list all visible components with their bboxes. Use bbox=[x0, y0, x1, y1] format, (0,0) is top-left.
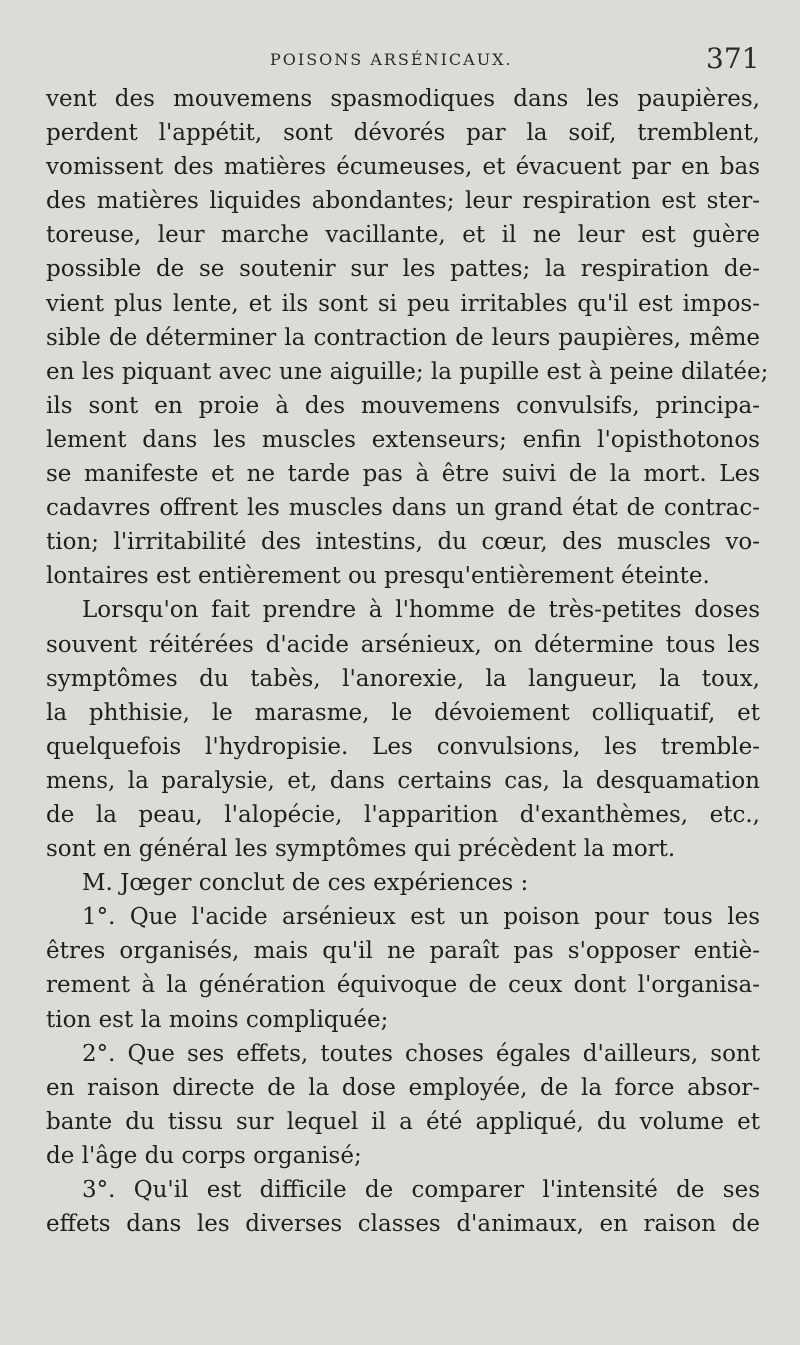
text-line: toreuse, leur marche vacillante, et il ne leur est guère bbox=[46, 222, 760, 249]
text-line: vomissent des matières écumeuses, et évacuent par en bas bbox=[46, 154, 760, 181]
text-line: de l'âge du corps organisé; bbox=[46, 1142, 362, 1169]
text-line: des matières liquides abondantes; leur respiration est ster- bbox=[46, 188, 760, 215]
text-line: 1°. Que l'acide arsénieux est un poison pour tous les bbox=[82, 904, 760, 931]
text-line: se manifeste et ne tarde pas à être suivi de la mort. Les bbox=[46, 461, 760, 488]
text-line: bante du tissu sur lequel il a été appliqué, du volume et bbox=[46, 1108, 760, 1135]
text-line: tion; l'irritabilité des intestins, du cœur, des muscles vo- bbox=[46, 529, 760, 556]
text-line: rement à la génération équivoque de ceux dont l'organisa- bbox=[46, 972, 760, 999]
running-title: POISONS ARSÉNICAUX. bbox=[270, 50, 513, 69]
text-line: effets dans les diverses classes d'animaux, en raison de bbox=[46, 1211, 760, 1238]
text-line: de la peau, l'alopécie, l'apparition d'exanthèmes, etc., bbox=[46, 801, 760, 828]
text-line: êtres organisés, mais qu'il ne paraît pas s'opposer entiè- bbox=[46, 938, 760, 965]
page-number: 371 bbox=[706, 42, 760, 75]
text-line: en les piquant avec une aiguille; la pupille est à peine dilatée; bbox=[46, 358, 769, 385]
text-line: 3°. Qu'il est difficile de comparer l'intensité de ses bbox=[82, 1177, 760, 1203]
text-line: la phthisie, le marasme, le dévoiement colliquatif, et bbox=[46, 699, 760, 726]
text-line: lement dans les muscles extenseurs; enfin l'opisthotonos bbox=[46, 426, 760, 453]
text-line: possible de se soutenir sur les pattes; la respiration de- bbox=[46, 256, 760, 283]
text-line: tion est la moins compliquée; bbox=[46, 1006, 389, 1033]
text-line: perdent l'appétit, sont dévorés par la soif, tremblent, bbox=[46, 120, 760, 147]
text-line: ils sont en proie à des mouvemens convulsifs, principa- bbox=[46, 392, 760, 419]
text-line: M. Jœger conclut de ces expériences : bbox=[82, 870, 529, 897]
text-line: Lorsqu'on fait prendre à l'homme de très-petites doses bbox=[82, 597, 760, 624]
page-header bbox=[0, 42, 800, 78]
text-line: 2°. Que ses effets, toutes choses égales d'ailleurs, sont bbox=[82, 1040, 760, 1067]
text-line: sont en général les symptômes qui précèdent la mort. bbox=[46, 836, 676, 863]
text-line: souvent réitérées d'acide arsénieux, on détermine tous les bbox=[46, 631, 760, 658]
text-line: vent des mouvemens spasmodiques dans les paupières, bbox=[46, 86, 760, 112]
text-line: vient plus lente, et ils sont si peu irritables qu'il est impos- bbox=[46, 290, 760, 317]
body-text bbox=[46, 82, 769, 1241]
text-line: quelquefois l'hydropisie. Les convulsions, les tremble- bbox=[46, 733, 760, 760]
text-line: mens, la paralysie, et, dans certains cas, la desquamation bbox=[46, 767, 760, 794]
text-line: sible de déterminer la contraction de leurs paupières, même bbox=[46, 324, 760, 351]
text-line: symptômes du tabès, l'anorexie, la langueur, la toux, bbox=[46, 665, 760, 692]
text-line: en raison directe de la dose employée, de la force absor- bbox=[46, 1074, 760, 1101]
text-line: lontaires est entièrement ou presqu'entièrement éteinte. bbox=[46, 563, 710, 590]
text-line: cadavres offrent les muscles dans un grand état de contrac- bbox=[46, 495, 760, 522]
